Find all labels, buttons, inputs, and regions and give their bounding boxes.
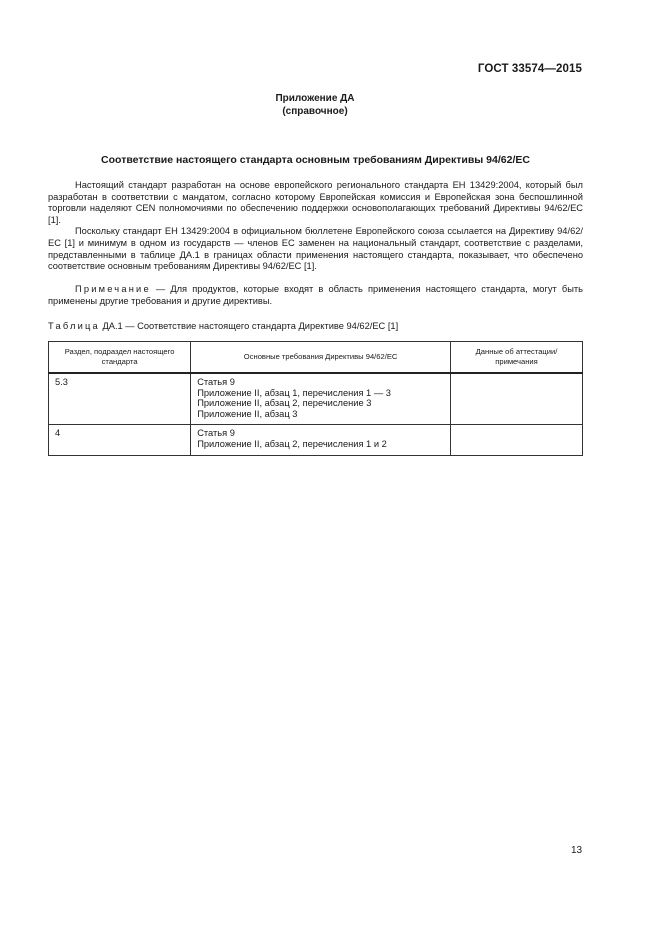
row-notes [451, 425, 583, 455]
row-section: 4 [49, 425, 191, 455]
requirement-line: Приложение II, абзац 3 [197, 408, 298, 419]
requirement-line: Приложение II, абзац 2, перечисление 3 [197, 398, 372, 409]
table-caption-text: ДА.1 — Соответствие настоящего стандарта Директиве 94/62/ЕС [1] [99, 321, 399, 331]
header-section: Раздел, подраздел настоящего стандарта [49, 342, 191, 374]
paragraph: Поскольку стандарт ЕН 13429:2004 в официальном бюллетене Европейского союза ссылается на Директиву 94/62/ЕС [1] и минимум в одном из государств — членов ЕС заменен на национальный стандарт, соответствие с разделами, представленными в таблице ДА.1 в границах области применения настоящего стандарта, показывает, что обеспечено соответствие основным требованиям Директивы 94/62/ЕС [1]. [48, 226, 583, 272]
appendix-subtitle: (справочное) [282, 106, 348, 117]
row-notes [451, 373, 583, 425]
header-notes: Данные об аттестации/ примечания [451, 342, 583, 374]
row-requirements [191, 373, 451, 425]
table-caption-label: Таблица [48, 321, 100, 331]
table-row [49, 373, 583, 425]
table-row [49, 425, 583, 455]
requirements-table [48, 341, 583, 456]
requirement-line: Приложение II, абзац 2, перечисления 1 и 2 [197, 438, 387, 449]
appendix-title [0, 92, 630, 118]
appendix-label: Приложение ДА [275, 93, 355, 104]
requirement-line: Статья 9 [197, 428, 235, 439]
note [48, 284, 583, 307]
note-text: — Для продуктов, которые входят в область применения настоящего стандарта, могут быть применены другие требования и другие директивы. [48, 284, 583, 306]
row-requirements [191, 425, 451, 455]
requirement-line: Статья 9 [197, 377, 235, 387]
body-text [48, 180, 583, 273]
table-caption [48, 321, 398, 331]
page-number: 13 [571, 845, 583, 856]
document-code: ГОСТ 33574—2015 [477, 63, 582, 75]
requirement-line: Приложение II, абзац 1, перечисления 1 — 3 [197, 387, 391, 398]
note-label: Примечание [75, 284, 151, 294]
table-header-row [49, 342, 583, 374]
paragraph: Настоящий стандарт разработан на основе европейского регионального стандарта ЕН 13429:2004, который был разработан в соответствии с мандатом, согласно которому Европейская комиссия и Европейская зона беспошлинной торговли наделяют CEN полномочиями по обеспечению поддержки основополагающих требований Директивы 94/62/ЕС [1]. [48, 180, 583, 225]
header-requirements: Основные требования Директивы 94/62/ЕС [191, 342, 451, 374]
row-section: 5.3 [49, 373, 191, 425]
section-heading: Соответствие настоящего стандарта основным требованиям Директивы 94/62/ЕС [101, 154, 530, 166]
